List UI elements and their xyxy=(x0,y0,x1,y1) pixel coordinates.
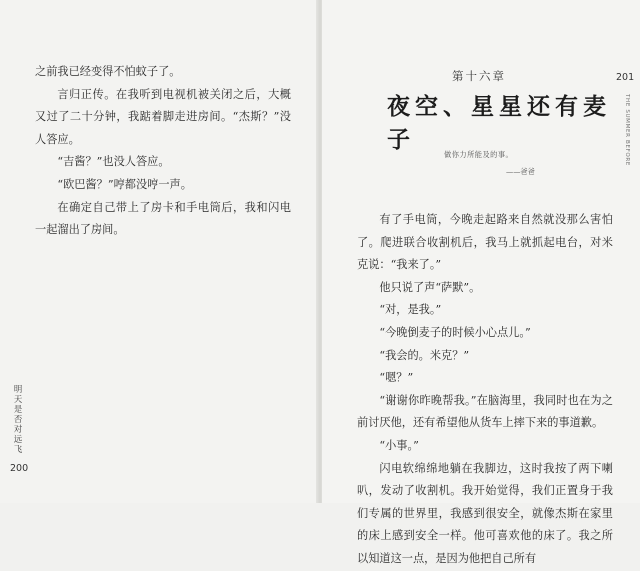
left-paragraph: 之前我已经变得不怕蚊子了。 xyxy=(35,65,181,78)
left-paragraph: “吉酱？”也没人答应。 xyxy=(57,155,170,169)
right-paragraph: “今晚倒麦子的时候小心点儿。” xyxy=(379,325,531,339)
chapter-number: 第十六章 xyxy=(452,69,506,83)
running-title-char: 对 xyxy=(13,424,23,434)
page-number-left: 200 xyxy=(10,463,29,474)
left-page xyxy=(0,0,318,503)
running-title-char: 明 xyxy=(13,384,23,394)
left-paragraph: 在确定自己带上了房卡和手电筒后，我和闪电一起溜出了房间。 xyxy=(35,200,291,237)
running-title-char: 是 xyxy=(13,404,23,414)
right-page-text xyxy=(357,209,613,571)
running-title-char: 远 xyxy=(13,434,23,444)
epigraph-attribution: ——爸爸 xyxy=(506,167,535,176)
running-title-char: 否 xyxy=(13,414,23,424)
running-title-char: 天 xyxy=(13,394,23,404)
running-title-char: 飞 xyxy=(13,444,23,454)
right-paragraph: “小事。” xyxy=(379,438,419,452)
right-paragraph: 有了手电筒，今晚走起路来自然就没那么害怕了。爬进联合收割机后，我马上就抓起电台，对米克说：“我来了。” xyxy=(357,213,613,272)
right-paragraph: “嗯？” xyxy=(379,371,414,385)
right-paragraph: “我会的。米克？” xyxy=(379,348,470,362)
page-number-right: 201 xyxy=(616,72,635,83)
left-paragraph: “欧巴酱？”哼都没哼一声。 xyxy=(57,177,192,191)
right-paragraph: “谢谢你昨晚帮我。”在脑海里，我同时也在为之前讨厌他，还有希望他从货车上摔下来的事道歉。 xyxy=(357,393,613,430)
running-header-english: THE SUMMER BEFORE xyxy=(624,94,630,167)
left-paragraph: 言归正传。在我听到电视机被关闭之后，大概又过了二十分钟，我踮着脚走进房间。“杰斯？”没人答应。 xyxy=(35,87,291,146)
right-paragraph: “对，是我。” xyxy=(379,303,442,317)
running-title xyxy=(10,384,26,454)
right-paragraph: 他只说了声“萨默”。 xyxy=(379,280,481,294)
right-paragraph: 闪电软绵绵地躺在我脚边，这时我按了两下喇叭，发动了收割机。我开始觉得，我们正置身于我们专属的世界里，我感到很安全，就像杰斯在家里的床上感到安全一样。他可喜欢他的床了。我之所以知道这一点，是因为他把自己所有 xyxy=(357,461,613,565)
chapter-title: 夜空、星星还有麦子 xyxy=(387,94,611,153)
epigraph: 做你力所能及的事。 xyxy=(444,150,514,159)
left-page-text xyxy=(35,61,291,242)
